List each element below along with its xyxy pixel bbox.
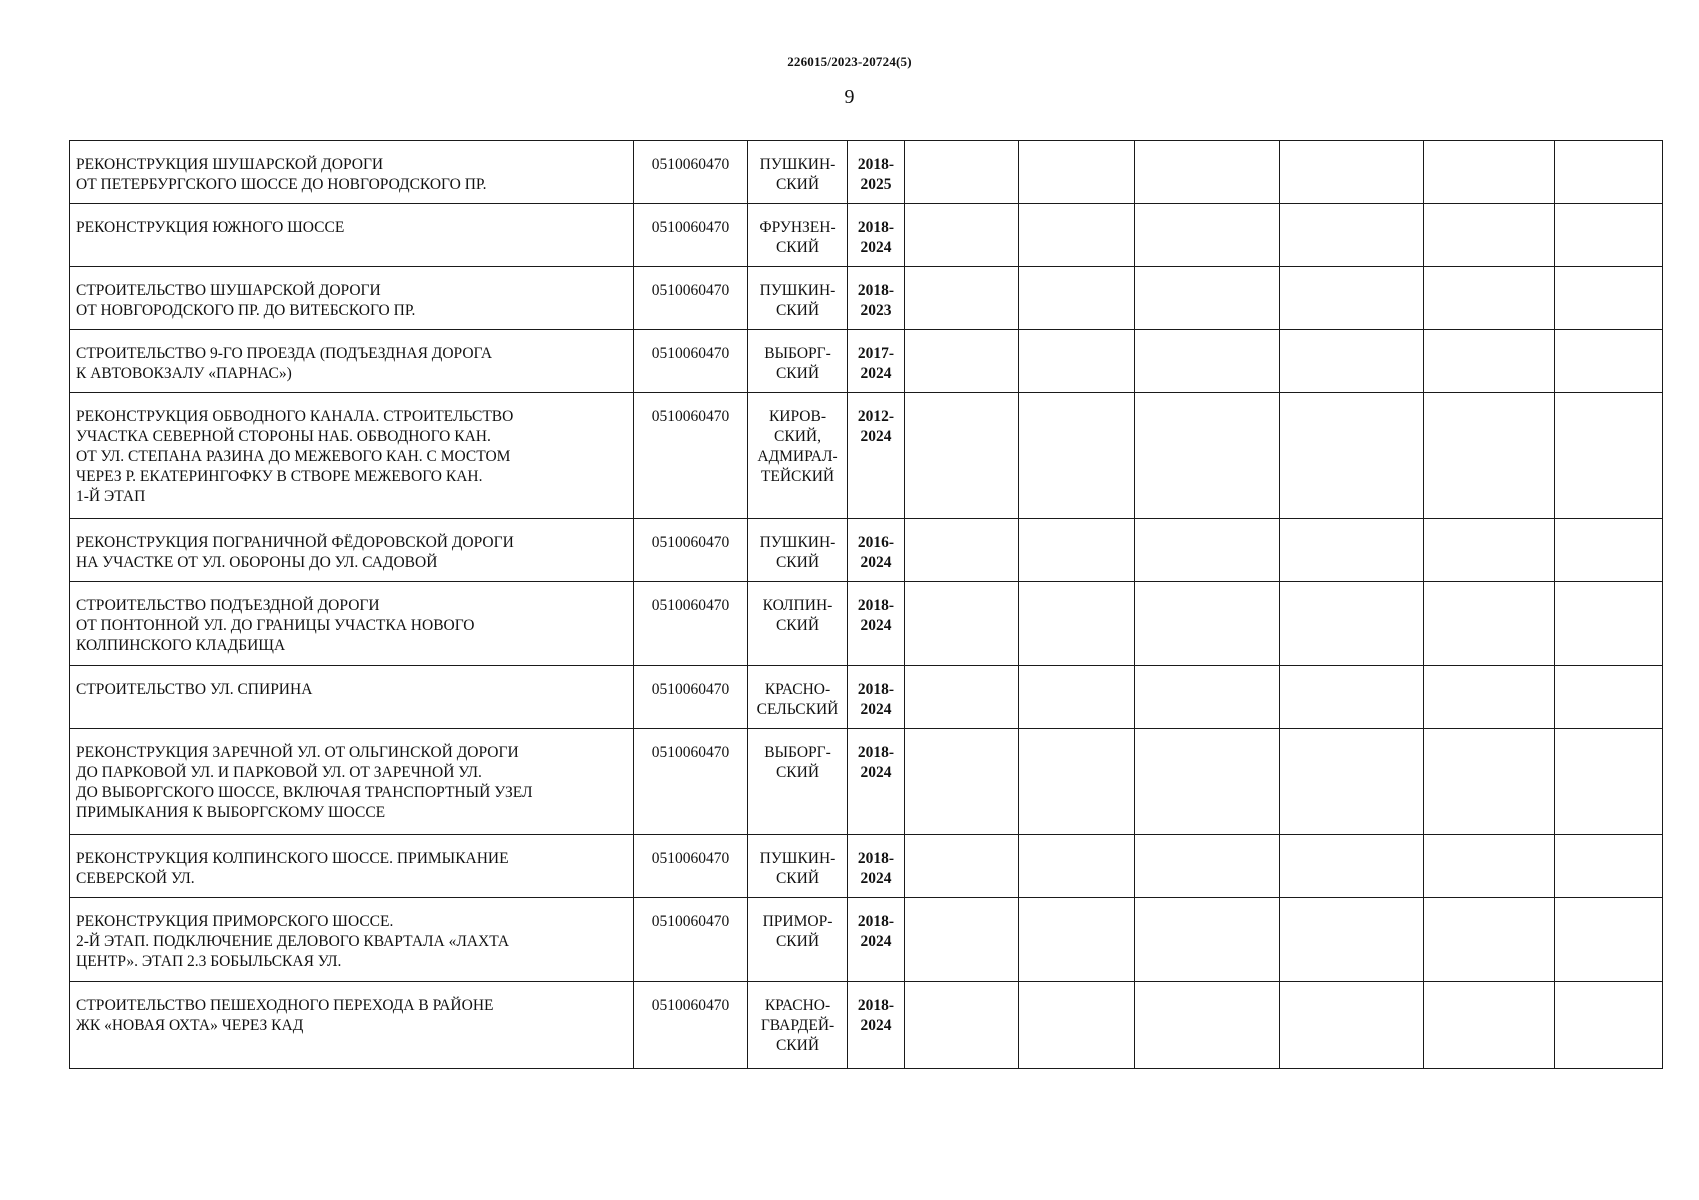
empty-cell	[1135, 982, 1280, 1069]
district-cell-line: СКИЙ	[775, 764, 820, 781]
target-code-cell: 0510060470	[634, 666, 748, 729]
object-name-cell-line: РЕКОНСТРУКЦИЯ ШУШАРСКОЙ ДОРОГИ	[76, 156, 384, 173]
years-cell-line: 2024	[860, 701, 892, 718]
years-cell-line: 2018-	[857, 597, 895, 614]
district-cell-line: ПУШКИН-	[759, 156, 836, 173]
years-cell	[848, 835, 905, 898]
page-number: 9	[844, 86, 855, 108]
table-row	[70, 330, 1663, 393]
years-cell	[848, 898, 905, 982]
empty-cell	[1555, 519, 1663, 582]
empty-cell	[905, 582, 1019, 666]
district-cell	[748, 267, 848, 330]
object-name-cell	[70, 835, 634, 898]
object-name-cell-line: СТРОИТЕЛЬСТВО ПОДЪЕЗДНОЙ ДОРОГИ	[76, 597, 380, 614]
object-name-cell-line: ОТ ПОНТОННОЙ УЛ. ДО ГРАНИЦЫ УЧАСТКА НОВОГО	[76, 617, 475, 634]
district-cell	[748, 835, 848, 898]
target-code-cell: 0510060470	[634, 582, 748, 666]
district-cell	[748, 582, 848, 666]
empty-cell	[1135, 582, 1280, 666]
object-name-cell-line: ЧЕРЕЗ Р. ЕКАТЕРИНГОФКУ В СТВОРЕ МЕЖЕВОГО КАН.	[76, 468, 483, 485]
object-name-cell-line: ДО ПАРКОВОЙ УЛ. И ПАРКОВОЙ УЛ. ОТ ЗАРЕЧНОЙ УЛ.	[76, 764, 482, 781]
empty-cell	[905, 267, 1019, 330]
years-cell-line: 2024	[860, 764, 892, 781]
empty-cell	[1135, 141, 1280, 204]
object-name-cell-line: РЕКОНСТРУКЦИЯ ПРИМОРСКОГО ШОССЕ.	[76, 913, 394, 930]
object-name-cell	[70, 393, 634, 519]
years-cell	[848, 666, 905, 729]
object-name-cell-line: КОЛПИНСКОГО КЛАДБИЩА	[76, 637, 286, 654]
district-cell-line: СКИЙ	[775, 554, 820, 571]
table-row	[70, 666, 1663, 729]
district-cell-line: ТЕЙСКИЙ	[760, 468, 835, 485]
empty-cell	[905, 835, 1019, 898]
empty-cell	[905, 898, 1019, 982]
object-name-cell-line: СТРОИТЕЛЬСТВО ПЕШЕХОДНОГО ПЕРЕХОДА В РАЙОНЕ	[76, 997, 494, 1014]
empty-cell	[1135, 666, 1280, 729]
table-row	[70, 898, 1663, 982]
target-code-cell: 0510060470	[634, 330, 748, 393]
district-cell-line: ПУШКИН-	[759, 850, 836, 867]
district-cell-line: ВЫБОРГ-	[764, 744, 831, 761]
years-cell-line: 2024	[860, 933, 892, 950]
table-row	[70, 204, 1663, 267]
district-cell	[748, 729, 848, 835]
years-cell-line: 2016-	[857, 534, 895, 551]
empty-cell	[1135, 835, 1280, 898]
empty-cell	[1135, 330, 1280, 393]
object-name-cell-line: СЕВЕРСКОЙ УЛ.	[76, 870, 195, 887]
table-row	[70, 982, 1663, 1069]
object-name-cell	[70, 204, 634, 267]
district-cell	[748, 898, 848, 982]
object-name-cell-line: 1-Й ЭТАП	[76, 488, 146, 505]
object-name-cell-line: ПРИМЫКАНИЯ К ВЫБОРГСКОМУ ШОССЕ	[76, 804, 386, 821]
years-cell-line: 2018-	[857, 997, 895, 1014]
district-cell	[748, 393, 848, 519]
empty-cell	[1555, 729, 1663, 835]
object-name-cell-line: ЖК «НОВАЯ ОХТА» ЧЕРЕЗ КАД	[76, 1017, 304, 1034]
district-cell	[748, 519, 848, 582]
empty-cell	[1555, 330, 1663, 393]
years-cell	[848, 330, 905, 393]
empty-cell	[1280, 835, 1424, 898]
empty-cell	[1424, 267, 1555, 330]
empty-cell	[1019, 519, 1135, 582]
table-row	[70, 141, 1663, 204]
years-cell-line: 2018-	[857, 913, 895, 930]
object-name-cell-line: НА УЧАСТКЕ ОТ УЛ. ОБОРОНЫ ДО УЛ. САДОВОЙ	[76, 554, 438, 571]
empty-cell	[1280, 393, 1424, 519]
district-cell-line: ПУШКИН-	[759, 534, 836, 551]
empty-cell	[1280, 267, 1424, 330]
empty-cell	[1135, 519, 1280, 582]
empty-cell	[905, 141, 1019, 204]
empty-cell	[1280, 330, 1424, 393]
table-row	[70, 729, 1663, 835]
empty-cell	[1424, 666, 1555, 729]
object-name-cell-line: ДО ВЫБОРГСКОГО ШОССЕ, ВКЛЮЧАЯ ТРАНСПОРТНЫЙ УЗЕЛ	[76, 784, 533, 801]
years-cell	[848, 393, 905, 519]
object-name-cell-line: ЦЕНТР». ЭТАП 2.3 БОБЫЛЬСКАЯ УЛ.	[76, 953, 342, 970]
district-cell	[748, 330, 848, 393]
years-cell	[848, 141, 905, 204]
years-cell-line: 2024	[860, 617, 892, 634]
district-cell-line: СКИЙ,	[774, 428, 821, 445]
years-cell-line: 2018-	[857, 282, 895, 299]
empty-cell	[1280, 582, 1424, 666]
table-row	[70, 267, 1663, 330]
empty-cell	[1019, 666, 1135, 729]
empty-cell	[905, 982, 1019, 1069]
empty-cell	[1019, 204, 1135, 267]
empty-cell	[1555, 267, 1663, 330]
years-cell	[848, 982, 905, 1069]
years-cell-line: 2018-	[857, 681, 895, 698]
empty-cell	[1424, 204, 1555, 267]
district-cell-line: КИРОВ-	[768, 408, 827, 425]
years-cell	[848, 267, 905, 330]
district-cell-line: СЕЛЬСКИЙ	[756, 701, 839, 718]
object-name-cell-line: СТРОИТЕЛЬСТВО УЛ. СПИРИНА	[76, 681, 313, 698]
district-cell-line: СКИЙ	[775, 239, 820, 256]
district-cell	[748, 204, 848, 267]
object-name-cell	[70, 729, 634, 835]
program-table	[69, 140, 1663, 1069]
empty-cell	[1555, 982, 1663, 1069]
empty-cell	[1135, 729, 1280, 835]
years-cell-line: 2024	[860, 428, 892, 445]
empty-cell	[1280, 898, 1424, 982]
empty-cell	[1135, 267, 1280, 330]
empty-cell	[1280, 982, 1424, 1069]
empty-cell	[1424, 835, 1555, 898]
empty-cell	[1280, 141, 1424, 204]
district-cell	[748, 141, 848, 204]
district-cell-line: СКИЙ	[775, 1037, 820, 1054]
years-cell	[848, 729, 905, 835]
object-name-cell-line: 2-Й ЭТАП. ПОДКЛЮЧЕНИЕ ДЕЛОВОГО КВАРТАЛА «ЛАХТА	[76, 933, 510, 950]
table-row	[70, 393, 1663, 519]
district-cell-line: КОЛПИН-	[762, 597, 833, 614]
district-cell-line: АДМИРАЛ-	[757, 448, 838, 465]
district-cell-line: СКИЙ	[775, 870, 820, 887]
empty-cell	[1019, 982, 1135, 1069]
target-code-cell: 0510060470	[634, 982, 748, 1069]
years-cell-line: 2025	[860, 176, 892, 193]
object-name-cell	[70, 898, 634, 982]
empty-cell	[1019, 393, 1135, 519]
object-name-cell-line: СТРОИТЕЛЬСТВО 9-ГО ПРОЕЗДА (ПОДЪЕЗДНАЯ ДОРОГА	[76, 345, 493, 362]
empty-cell	[905, 519, 1019, 582]
empty-cell	[1555, 898, 1663, 982]
object-name-cell-line: РЕКОНСТРУКЦИЯ ЮЖНОГО ШОССЕ	[76, 219, 345, 236]
empty-cell	[1424, 393, 1555, 519]
object-name-cell-line: ОТ УЛ. СТЕПАНА РАЗИНА ДО МЕЖЕВОГО КАН. С МОСТОМ	[76, 448, 511, 465]
years-cell-line: 2018-	[857, 156, 895, 173]
empty-cell	[1424, 582, 1555, 666]
object-name-cell	[70, 330, 634, 393]
empty-cell	[1019, 898, 1135, 982]
table-body	[70, 141, 1663, 1069]
target-code-cell: 0510060470	[634, 141, 748, 204]
years-cell-line: 2018-	[857, 850, 895, 867]
empty-cell	[1019, 141, 1135, 204]
district-cell-line: СКИЙ	[775, 302, 820, 319]
empty-cell	[1135, 204, 1280, 267]
years-cell	[848, 519, 905, 582]
empty-cell	[1019, 267, 1135, 330]
target-code-cell: 0510060470	[634, 267, 748, 330]
empty-cell	[1555, 141, 1663, 204]
empty-cell	[1424, 519, 1555, 582]
object-name-cell-line: ОТ НОВГОРОДСКОГО ПР. ДО ВИТЕБСКОГО ПР.	[76, 302, 416, 319]
empty-cell	[1424, 141, 1555, 204]
years-cell-line: 2012-	[857, 408, 895, 425]
empty-cell	[1424, 982, 1555, 1069]
object-name-cell	[70, 982, 634, 1069]
target-code-cell: 0510060470	[634, 204, 748, 267]
object-name-cell	[70, 141, 634, 204]
empty-cell	[1135, 898, 1280, 982]
empty-cell	[1555, 666, 1663, 729]
object-name-cell	[70, 582, 634, 666]
object-name-cell-line: СТРОИТЕЛЬСТВО ШУШАРСКОЙ ДОРОГИ	[76, 282, 381, 299]
years-cell	[848, 582, 905, 666]
years-cell-line: 2017-	[857, 345, 895, 362]
years-cell-line: 2023	[860, 302, 892, 319]
years-cell-line: 2018-	[857, 744, 895, 761]
empty-cell	[905, 204, 1019, 267]
years-cell-line: 2024	[860, 870, 892, 887]
object-name-cell-line: ОТ ПЕТЕРБУРГСКОГО ШОССЕ ДО НОВГОРОДСКОГО ПР.	[76, 176, 487, 193]
district-cell	[748, 666, 848, 729]
years-cell-line: 2024	[860, 554, 892, 571]
object-name-cell-line: К АВТОВОКЗАЛУ «ПАРНАС»)	[76, 365, 292, 382]
district-cell-line: ГВАРДЕЙ-	[760, 1017, 835, 1034]
district-cell-line: СКИЙ	[775, 365, 820, 382]
empty-cell	[1280, 666, 1424, 729]
empty-cell	[1019, 835, 1135, 898]
district-cell-line: СКИЙ	[775, 617, 820, 634]
empty-cell	[1424, 330, 1555, 393]
years-cell-line: 2024	[860, 239, 892, 256]
empty-cell	[1555, 204, 1663, 267]
document-id: 226015/2023-20724(5)	[787, 54, 912, 69]
empty-cell	[1019, 330, 1135, 393]
empty-cell	[1424, 729, 1555, 835]
table-row	[70, 519, 1663, 582]
object-name-cell-line: РЕКОНСТРУКЦИЯ ПОГРАНИЧНОЙ ФЁДОРОВСКОЙ ДОРОГИ	[76, 534, 514, 551]
object-name-cell-line: РЕКОНСТРУКЦИЯ ОБВОДНОГО КАНАЛА. СТРОИТЕЛЬСТВО	[76, 408, 514, 425]
district-cell-line: ВЫБОРГ-	[764, 345, 831, 362]
object-name-cell-line: УЧАСТКА СЕВЕРНОЙ СТОРОНЫ НАБ. ОБВОДНОГО КАН.	[76, 428, 491, 445]
empty-cell	[1280, 519, 1424, 582]
district-cell	[748, 982, 848, 1069]
district-cell-line: СКИЙ	[775, 176, 820, 193]
district-cell-line: ПУШКИН-	[759, 282, 836, 299]
target-code-cell: 0510060470	[634, 729, 748, 835]
object-name-cell-line: РЕКОНСТРУКЦИЯ КОЛПИНСКОГО ШОССЕ. ПРИМЫКАНИЕ	[76, 850, 509, 867]
object-name-cell	[70, 267, 634, 330]
years-cell	[848, 204, 905, 267]
empty-cell	[1280, 729, 1424, 835]
years-cell-line: 2024	[860, 365, 892, 382]
empty-cell	[1555, 835, 1663, 898]
empty-cell	[1135, 393, 1280, 519]
empty-cell	[1555, 393, 1663, 519]
empty-cell	[905, 666, 1019, 729]
district-cell-line: ПРИМОР-	[762, 913, 833, 930]
empty-cell	[905, 729, 1019, 835]
district-cell-line: ФРУНЗЕН-	[759, 219, 836, 236]
empty-cell	[1280, 204, 1424, 267]
empty-cell	[1019, 582, 1135, 666]
years-cell-line: 2024	[860, 1017, 892, 1034]
object-name-cell	[70, 666, 634, 729]
target-code-cell: 0510060470	[634, 393, 748, 519]
table-row	[70, 582, 1663, 666]
district-cell-line: СКИЙ	[775, 933, 820, 950]
empty-cell	[1424, 898, 1555, 982]
target-code-cell: 0510060470	[634, 898, 748, 982]
district-cell-line: КРАСНО-	[764, 997, 831, 1014]
empty-cell	[1555, 582, 1663, 666]
table-row	[70, 835, 1663, 898]
empty-cell	[905, 393, 1019, 519]
years-cell-line: 2018-	[857, 219, 895, 236]
target-code-cell: 0510060470	[634, 835, 748, 898]
district-cell-line: КРАСНО-	[764, 681, 831, 698]
target-code-cell: 0510060470	[634, 519, 748, 582]
empty-cell	[905, 330, 1019, 393]
empty-cell	[1019, 729, 1135, 835]
object-name-cell	[70, 519, 634, 582]
object-name-cell-line: РЕКОНСТРУКЦИЯ ЗАРЕЧНОЙ УЛ. ОТ ОЛЬГИНСКОЙ ДОРОГИ	[76, 744, 519, 761]
